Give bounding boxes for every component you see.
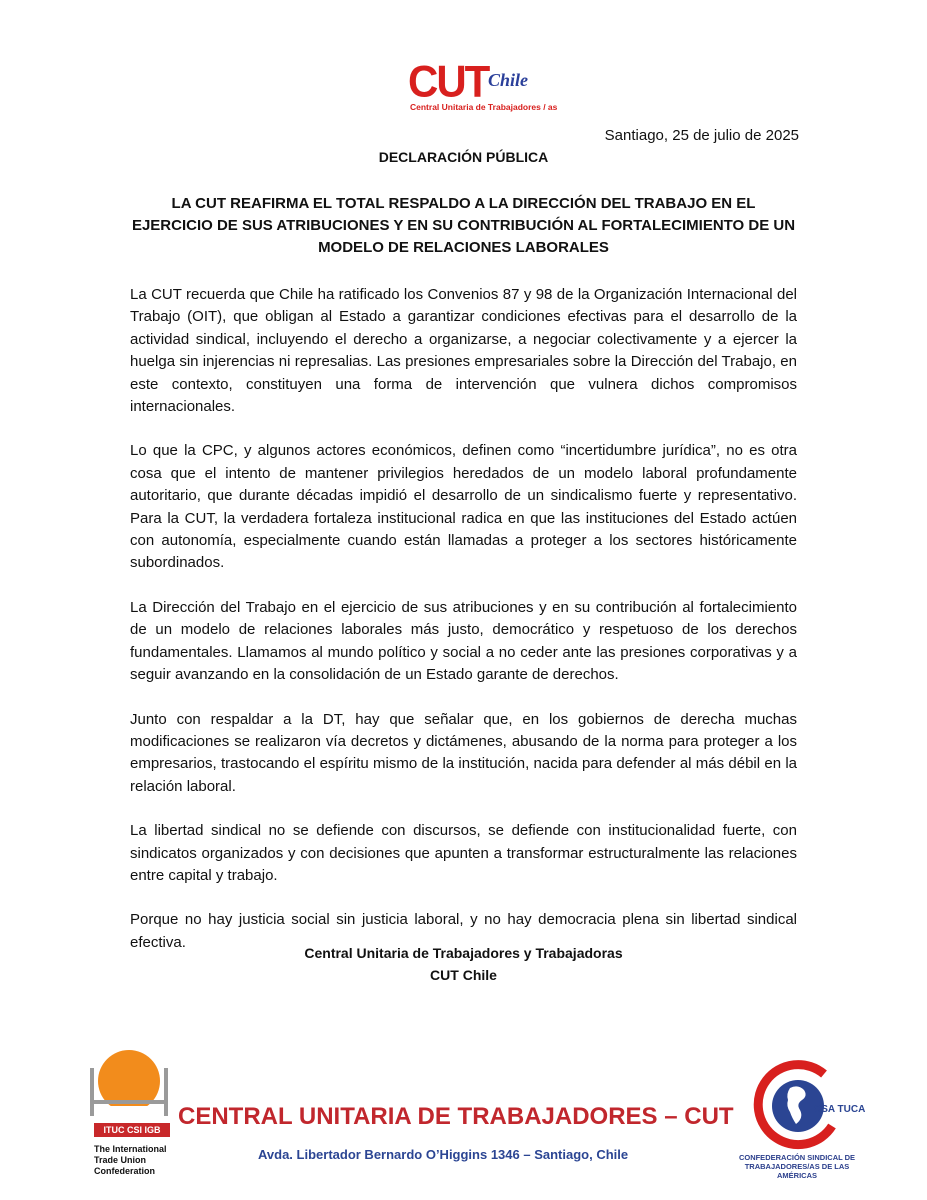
ituc-desc-line: Confederation [94,1166,156,1176]
csa-tuca-mark: CSA TUCA [814,1104,866,1115]
csa-tuca-logo-block [724,1060,870,1180]
csa-desc-line: CONFEDERACIÓN SINDICAL DE [738,1153,856,1162]
paragraph: Junto con respaldar a la DT, hay que señalar que, en los gobiernos de derecha muchas modificaciones se realizaron vía decretos y dictámenes, abusando de la norma para proteger a los empresarios, trastocando el espíritu mismo de la institución, nacida para defender al más débil en la relación laboral. [130,710,797,795]
cut-chile-logo [408,56,558,118]
logo-subtitle: Central Unitaria de Trabajadores / as [410,102,558,112]
logo-chile-text: Chile [488,70,529,90]
ituc-name: ITUC CSI IGB [94,1123,170,1137]
signature [0,942,927,986]
paragraph: La Dirección del Trabajo en el ejercicio de sus atribuciones y en su contribución al fortalecimiento de un modelo de relaciones laborales más justo, democrático y respetuoso de los derechos fundamentales. Llamamos al mundo político y social a no ceder ante las presiones corporativas y a seguir avanzando en la consolidación de un Estado garante de derechos. [130,598,797,684]
paragraph: Lo que la CPC, y algunos actores económicos, definen como “incertidumbre jurídica”, no es otra cosa que el intento de mantener privilegios heredados de un modelo laboral profundamente autoritario, que durante décadas impidió el desarrollo de un sindicalismo fuerte y representativo. Para la CUT, la verdadera fortaleza institucional radica en que las instituciones del Estado actúen con autonomía, especialmente cuando están llamadas a proteger a los sectores históricamente subordinados. [130,442,797,572]
date-line: Santiago, 25 de julio de 2025 [604,127,799,144]
declaration-title: DECLARACIÓN PÚBLICA [378,149,549,165]
ituc-desc-line: The International [94,1144,167,1154]
body-text [130,284,797,976]
csa-desc-line: TRABAJADORES/AS DE LAS AMÉRICAS [744,1162,850,1180]
ituc-globe-icon [84,1048,170,1118]
csa-description [724,1153,870,1180]
paragraph: Porque no hay justicia social sin justicia laboral, y no hay democracia plena sin libertad sindical efectiva. [130,911,797,951]
ituc-description [94,1144,174,1177]
signature-line-2: CUT Chile [430,967,497,983]
signature-line-1: Central Unitaria de Trabajadores y Trabajadoras [304,945,623,961]
logo-cut-text: CUT [408,56,489,107]
ituc-logo-block [84,1048,170,1178]
paragraph: La libertad sindical no se defiende con discursos, se defiende con institucionalidad fuerte, con sindicatos organizados y con decisiones que apunten a transformar estructuralmente las relaciones entre capital y trabajo. [130,822,797,884]
csa-globe-icon [754,1060,866,1150]
footer-title: CENTRAL UNITARIA DE TRABAJADORES – CUT [178,1103,734,1130]
ituc-desc-line: Trade Union [94,1155,147,1165]
footer-address: Avda. Libertador Bernardo O’Higgins 1346 – Santiago, Chile [258,1147,629,1162]
headline: LA CUT REAFIRMA EL TOTAL RESPALDO A LA DIRECCIÓN DEL TRABAJO EN EL EJERCICIO DE SUS ATRIBUCIONES Y EN SU CONTRIBUCIÓN AL FORTALECIMIENTO DE UN MODELO DE RELACIONES LABORALES [131,195,796,256]
paragraph: La CUT recuerda que Chile ha ratificado los Convenios 87 y 98 de la Organización Internacional del Trabajo (OIT), que obligan al Estado a garantizar condiciones efectivas para el desarrollo de la actividad sindical, incluyendo el derecho a organizarse, a negociar colectivamente y a ejercer la huelga sin injerencias ni represalias. Las presiones empresariales sobre la Dirección del Trabajo, en este contexto, constituyen una forma de intervención que vulnera dichos compromisos internacionales. [130,286,797,416]
